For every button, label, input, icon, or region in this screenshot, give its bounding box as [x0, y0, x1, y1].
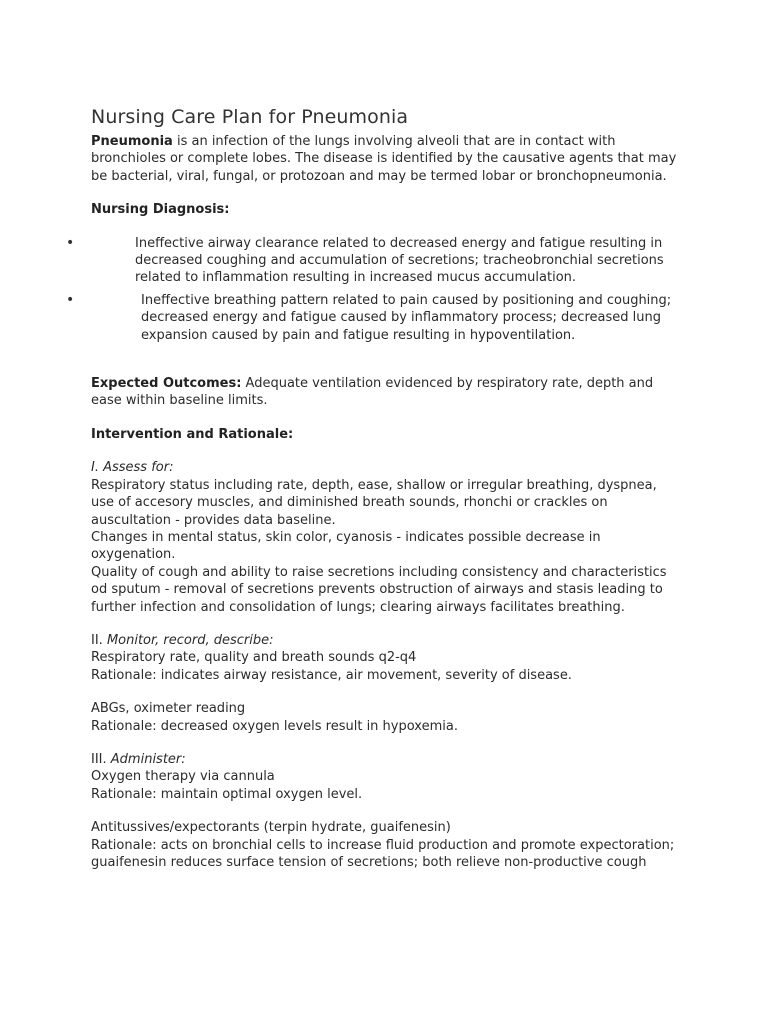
bullet-icon: • — [66, 291, 75, 308]
diagnosis-text: Ineffective breathing pattern related to pain caused by positioning and coughing; decreased energy and fatigue caused by inflammatory process; decreased lung expansion caused by pain and fatigue resulting in hypoventilation. — [141, 292, 672, 343]
section-heading: I. Assess for: — [91, 460, 174, 476]
spacer — [91, 349, 681, 375]
rationale-text: Rationale: maintain optimal oxygen level. — [91, 786, 363, 802]
intro-paragraph — [91, 133, 681, 185]
assess-item: Quality of cough and ability to raise secretions including consistency and characteristics od sputum - removal of secretions prevents obstruction of airways and stasis leading to further infection and consolidation of lungs; clearing airways facilitates breathing. — [91, 564, 667, 615]
spacer — [91, 616, 681, 632]
spacer — [91, 684, 681, 700]
section-heading — [91, 632, 681, 649]
assess-item: Changes in mental status, skin color, cyanosis - indicates possible decrease in oxygenation. — [91, 529, 601, 563]
list-item — [66, 234, 681, 287]
spacer — [91, 803, 681, 819]
outcomes-text: Adequate ventilation evidenced by respiratory rate, depth and ease within baseline limits. — [91, 376, 654, 409]
diagnosis-list — [66, 234, 681, 344]
outcomes-label: Expected Outcomes: — [91, 376, 242, 392]
assess-item: Respiratory status including rate, depth, ease, shallow or irregular breathing, dyspnea, use of accesory muscles, and diminished breath sounds, rhonchi or crackles on auscultation - provides data baseline. — [91, 477, 657, 528]
administer-item: Oxygen therapy via cannula — [91, 769, 275, 785]
monitor-item: ABGs, oximeter reading — [91, 701, 246, 717]
section-assess — [91, 459, 681, 616]
rationale-text: Rationale: indicates airway resistance, air movement, severity of disease. — [91, 667, 572, 683]
section-administer — [91, 751, 681, 871]
bullet-icon: • — [66, 234, 75, 251]
section-numeral: II. — [91, 632, 107, 648]
intervention-heading: Intervention and Rationale: — [91, 426, 294, 442]
section-heading — [91, 751, 681, 768]
section-numeral: III. — [91, 751, 111, 767]
page-title: Nursing Care Plan for Pneumonia — [91, 106, 409, 128]
diagnosis-text: Ineffective airway clearance related to decreased energy and fatigue resulting in decreased coughing and accumulation of secretions; tracheobronchial secretions related to inflammation resulting in increased mucus accumulation. — [135, 235, 664, 286]
rationale-text: Rationale: decreased oxygen levels result in hypoxemia. — [91, 718, 458, 734]
rationale-text: Rationale: acts on bronchial cells to increase fluid production and promote expectoration; guaifenesin reduces surface tension of secretions; both relieve non-productive cough — [91, 837, 675, 870]
document-body — [66, 105, 681, 871]
monitor-item: Respiratory rate, quality and breath sounds q2-q4 — [91, 650, 417, 666]
intro-text: is an infection of the lungs involving alveoli that are in contact with bronchioles or complete lobes. The disease is identified by the causative agents that may be bacterial, viral, fungal, or protozoan and may be termed lobar or bronchopneumonia. — [91, 134, 677, 184]
section-heading-text: Administer: — [110, 751, 186, 767]
expected-outcomes — [91, 375, 681, 410]
section-monitor — [91, 632, 681, 735]
intro-term: Pneumonia — [91, 134, 173, 149]
list-item — [66, 291, 681, 344]
spacer — [91, 735, 681, 751]
diagnosis-heading: Nursing Diagnosis: — [91, 202, 230, 218]
section-heading-text: Monitor, record, describe: — [106, 632, 274, 648]
administer-item: Antitussives/expectorants (terpin hydrate, guaifenesin) — [91, 820, 451, 836]
